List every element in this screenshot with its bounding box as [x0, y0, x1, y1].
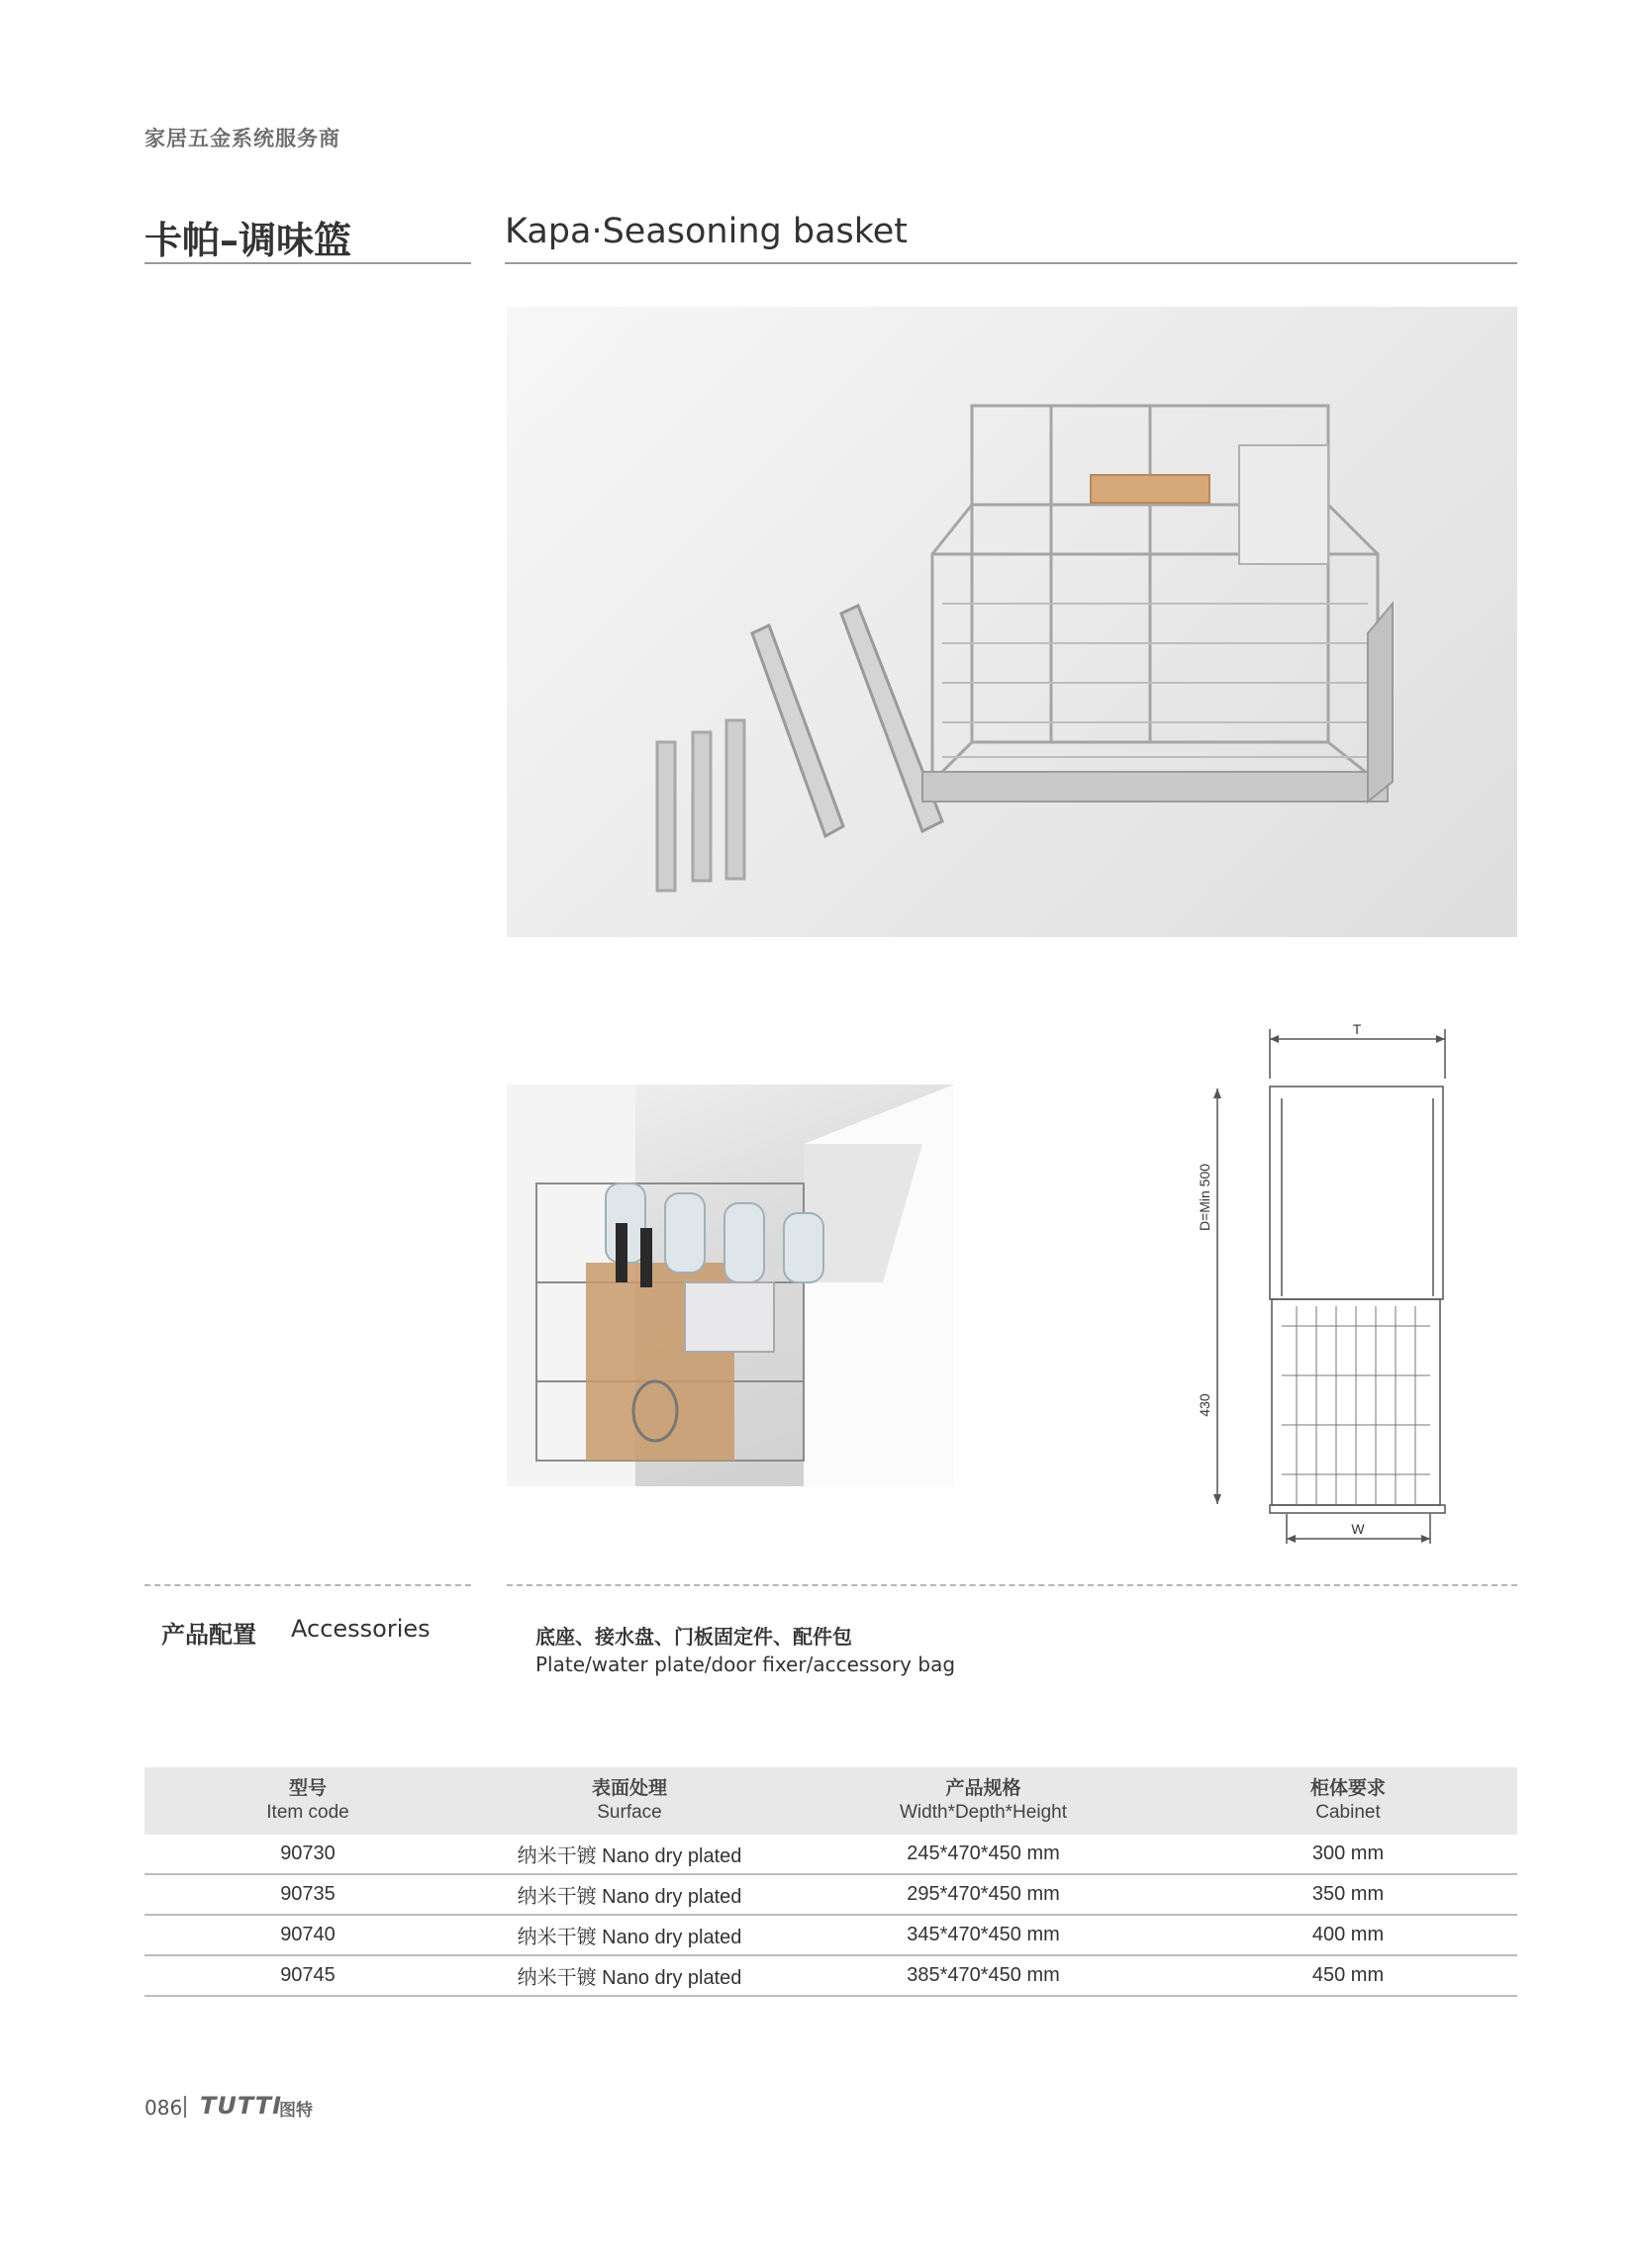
header-cabinet: 柜体要求 Cabinet: [1179, 1767, 1517, 1835]
cell-cabinet: 400 mm: [1179, 1915, 1517, 1955]
product-image-main: [507, 307, 1517, 937]
accessories-desc-en: Plate/water plate/door fixer/accessory bag: [535, 1653, 956, 1676]
cabinet-scene: [507, 1085, 954, 1486]
table-header-row: [145, 1767, 1517, 1835]
title-rule-left: [145, 262, 471, 264]
header-dimensions: 产品规格 Width*Depth*Height: [788, 1767, 1179, 1835]
accessories-label-zh: 产品配置: [161, 1621, 256, 1649]
accessories-label-en: Accessories: [291, 1615, 431, 1643]
table-row: [145, 1874, 1517, 1915]
cell-dimensions: 385*470*450 mm: [788, 1955, 1179, 1996]
cell-cabinet: 350 mm: [1179, 1874, 1517, 1915]
dim-label-w: W: [1351, 1521, 1365, 1537]
cell-dimensions: 245*470*450 mm: [788, 1835, 1179, 1874]
cell-dimensions: 345*470*450 mm: [788, 1915, 1179, 1955]
page-number: 086: [145, 2096, 183, 2120]
cell-item-code: 90745: [145, 1955, 471, 1996]
page-title-zh: 卡帕–调味篮: [145, 219, 352, 262]
footer-divider: [184, 2096, 186, 2118]
separator-left: [145, 1584, 471, 1586]
brand-logo: TUTTI: [200, 2092, 283, 2120]
table-row: [145, 1835, 1517, 1874]
table-row: [145, 1955, 1517, 1996]
dim-label-d: D=Min 500: [1197, 1163, 1212, 1232]
page-title-en: Kapa·Seasoning basket: [505, 212, 909, 251]
cell-item-code: 90730: [145, 1835, 471, 1874]
brand-logo-zh: 图特: [279, 2101, 313, 2121]
tagline: 家居五金系统服务商: [145, 127, 340, 150]
dimension-drawing: [1188, 1019, 1465, 1554]
cell-dimensions: 295*470*450 mm: [788, 1874, 1179, 1915]
dim-label-h: 430: [1197, 1393, 1212, 1417]
basket-illustration: [507, 307, 1517, 937]
cell-cabinet: 450 mm: [1179, 1955, 1517, 1996]
separator-right: [507, 1584, 1517, 1586]
cell-cabinet: 300 mm: [1179, 1835, 1517, 1874]
cell-surface: 纳米干镀 Nano dry plated: [471, 1874, 788, 1915]
header-item-code: 型号 Item code: [145, 1767, 471, 1835]
dim-label-t: T: [1352, 1021, 1362, 1037]
cell-item-code: 90740: [145, 1915, 471, 1955]
cell-surface: 纳米干镀 Nano dry plated: [471, 1955, 788, 1996]
header-surface: 表面处理 Surface: [471, 1767, 788, 1835]
dimension-diagram: [1188, 1019, 1465, 1554]
table-row: [145, 1915, 1517, 1955]
cell-surface: 纳米干镀 Nano dry plated: [471, 1915, 788, 1955]
title-rule-right: [505, 262, 1517, 264]
product-photo-in-cabinet: [507, 1085, 954, 1486]
spec-table: [145, 1767, 1517, 1997]
cell-surface: 纳米干镀 Nano dry plated: [471, 1835, 788, 1874]
cell-item-code: 90735: [145, 1874, 471, 1915]
accessories-desc-zh: 底座、接水盘、门板固定件、配件包: [535, 1625, 852, 1649]
